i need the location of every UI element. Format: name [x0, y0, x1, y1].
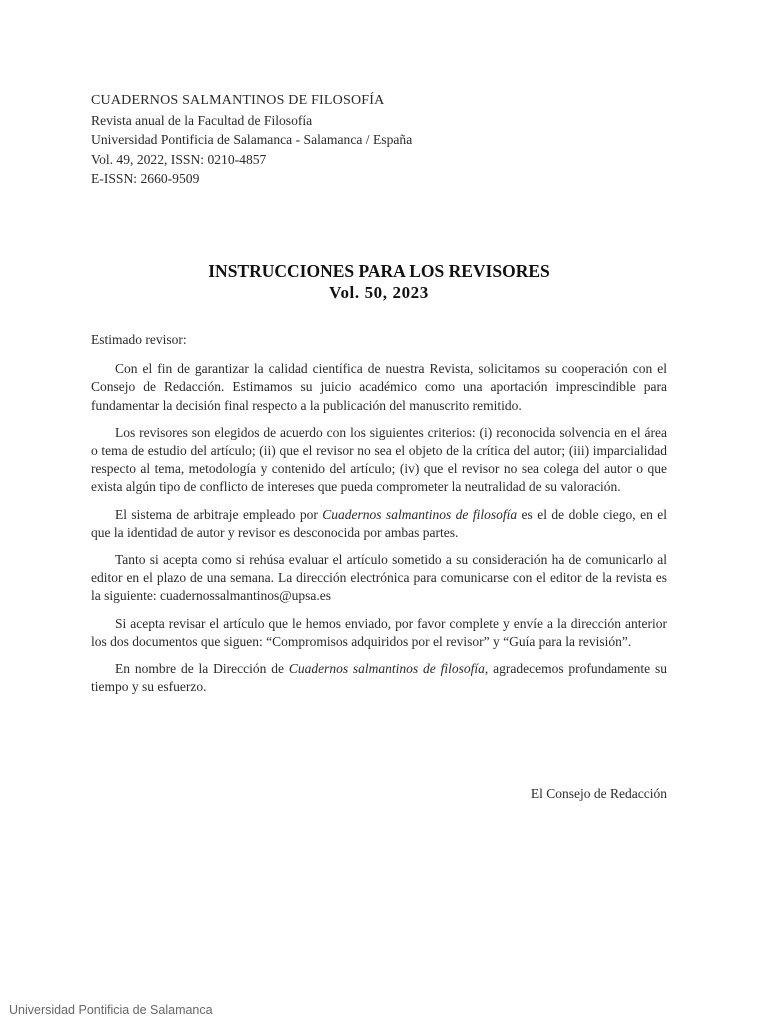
document-title-block	[91, 260, 667, 304]
journal-title-italic: Cuadernos salmantinos de filosofía	[288, 661, 485, 677]
paragraph-documents: Si acepta revisar el artículo que le hemos enviado, por favor complete y envíe a la dirección anterior los dos documentos que siguen: “Compromisos adquiridos por el revisor” y “Guía para la revisión”.	[91, 615, 667, 649]
paragraph-contact: Tanto si acepta como si rehúsa evaluar el artículo sometido a su consideración ha de comunicarlo al editor en el plazo de una semana. La dirección electrónica para comunicarse con el editor de la revista es la siguiente: cuadernossalmantinos@upsa.es	[91, 552, 667, 604]
paragraph-purpose: Con el fin de garantizar la calidad científica de nuestra Revista, solicitamos su cooperación con el Consejo de Redacción. Estimamos su juicio académico como una aportación imprescindible para fundamentar la decisión final respecto a la publicación del manuscrito remitido.	[91, 361, 667, 413]
paragraph-review-system-end: es el de doble ciego, en el que la identidad de autor y revisor es desconocida por ambas partes.	[91, 506, 667, 540]
journal-name: CUADERNOS SALMANTINOS DE FILOSOFÍA	[91, 93, 385, 108]
paragraph-criteria: Los revisores son elegidos de acuerdo con los siguientes criterios: (i) reconocida solvencia en el área o tema de estudio del artículo; (ii) que el revisor no sea el objeto de la crítica del autor; (iii) imparcialidad respecto al tema, metodología y contenido del artículo; (iv) que el revisor no sea colega del autor o que exista algún tipo de conflicto de intereses que pueda comprometer la neutralidad de su valoración.	[91, 424, 667, 495]
journal-header	[91, 91, 671, 189]
paragraph-review-system-start: El sistema de arbitraje empleado por	[115, 506, 323, 522]
journal-volume-issn: Vol. 49, 2022, ISSN: 0210-4857	[91, 151, 267, 167]
footer-watermark: Universidad Pontificia de Salamanca	[9, 1003, 213, 1017]
paragraph-thanks-start: En nombre de la Dirección de	[115, 661, 289, 677]
journal-title-italic: Cuadernos salmantinos de filosofía	[322, 506, 518, 522]
signature: El Consejo de Redacción	[530, 786, 667, 801]
salutation: Estimado revisor:	[91, 332, 187, 347]
letter-body	[91, 331, 667, 696]
journal-subtitle: Revista anual de la Facultad de Filosofía	[91, 112, 313, 128]
paragraph-thanks	[91, 660, 667, 696]
journal-eissn: E-ISSN: 2660-9509	[91, 171, 200, 186]
paragraph-review-system	[91, 506, 667, 542]
paragraph-thanks-end: , agradecemos profundamente su tiempo y su esfuerzo.	[91, 661, 668, 695]
document-title: INSTRUCCIONES PARA LOS REVISORES	[208, 261, 550, 281]
document-volume: Vol. 50, 2023	[329, 283, 429, 302]
journal-institution: Universidad Pontificia de Salamanca - Salamanca / España	[91, 132, 413, 147]
